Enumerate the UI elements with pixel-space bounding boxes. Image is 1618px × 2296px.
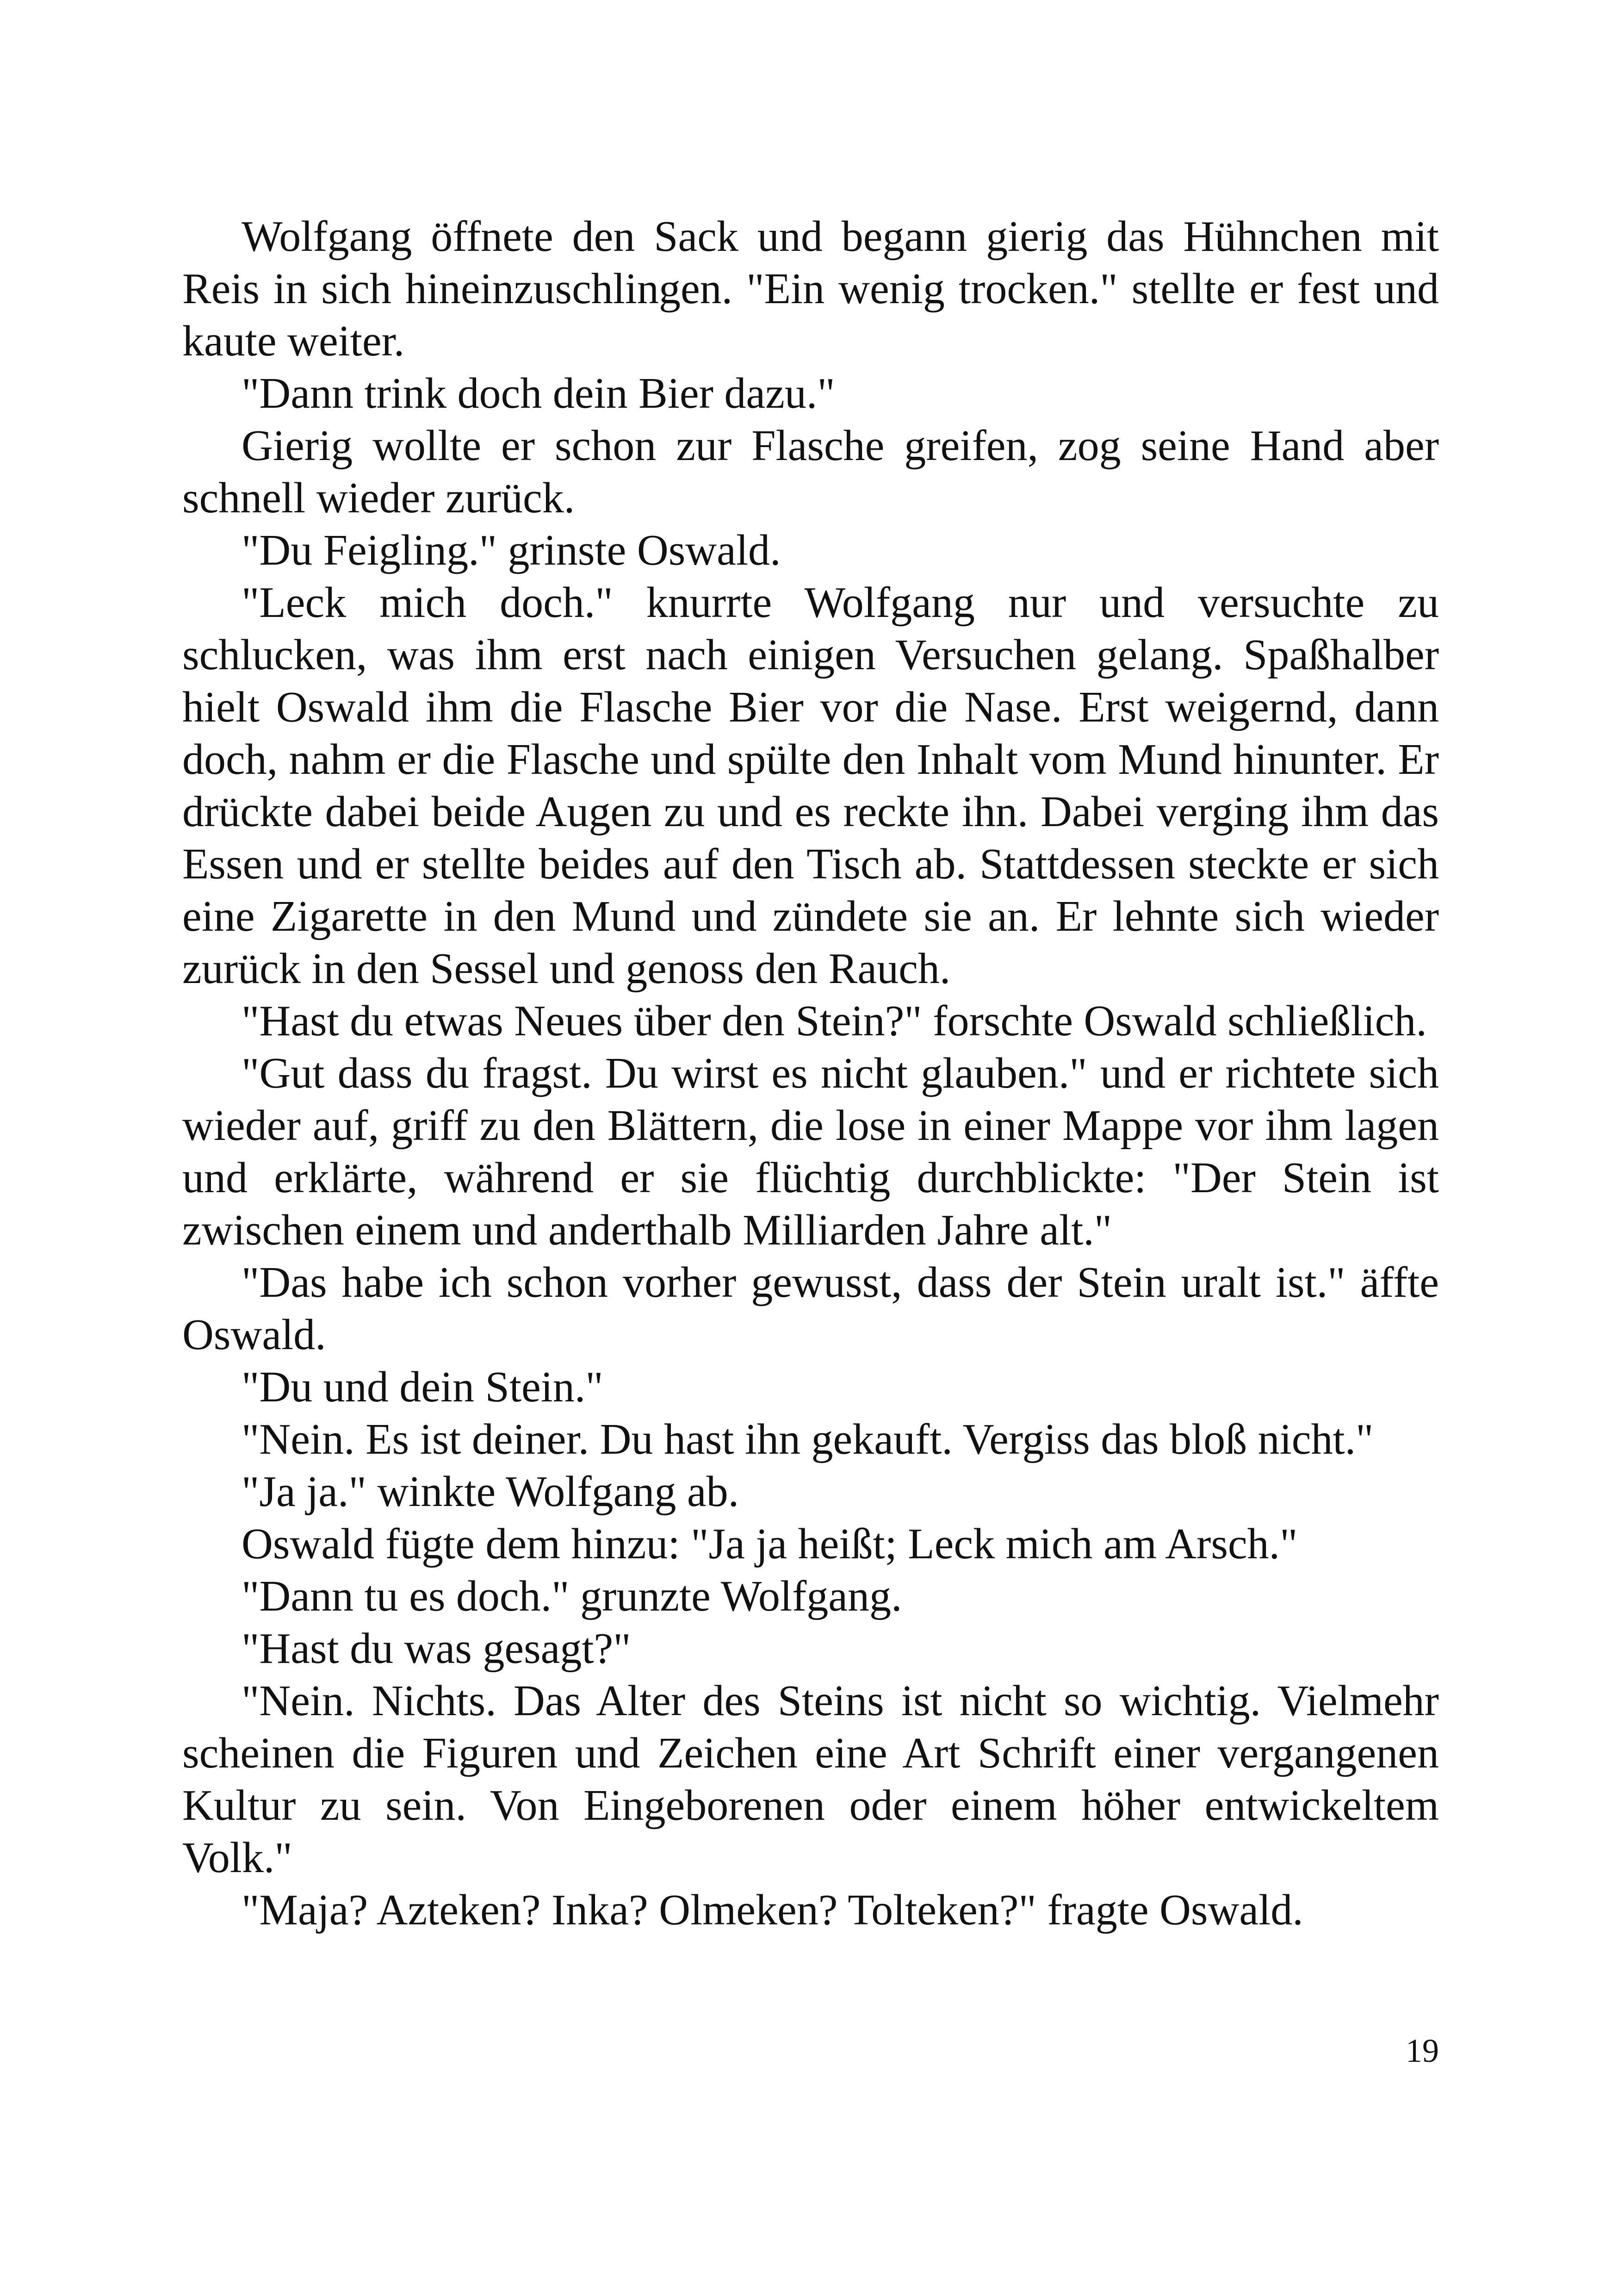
paragraph: "Hast du was gesagt?"	[242, 1624, 631, 1673]
paragraph: "Leck mich doch." knurrte Wolfgang nur und versuchte zu schlucken, was ihm erst nach einigen Versuchen gelang. Spaßhalber hielt Oswald ihm die Flasche Bier vor die Nase. Erst weigernd, dann doch, nahm er die Flasche und spülte den Inhalt vom Mund hinunter. Er drückte dabei beide Augen zu und es reckte ihn. Dabei verging ihm das Essen und er stellte beides auf den Tisch ab. Stattdessen steckte er sich eine Zigarette in den Mund und zündete sie an. Er lehnte sich wieder zurück in den Sessel und genoss den Rauch.	[182, 579, 1439, 993]
paragraph: "Nein. Nichts. Das Alter des Steins ist nicht so wichtig. Vielmehr scheinen die Figuren und Zeichen eine Art Schrift einer vergangenen Kultur zu sein. Von Eingeborenen oder einem höher entwickeltem Volk."	[182, 1677, 1439, 1882]
page-body	[182, 211, 1439, 1936]
paragraph: "Dann tu es doch." grunzte Wolfgang.	[242, 1572, 902, 1620]
paragraph: Oswald fügte dem hinzu: "Ja ja heißt; Leck mich am Arsch."	[242, 1520, 1298, 1568]
paragraph: "Du und dein Stein."	[242, 1363, 603, 1411]
paragraph: "Gut dass du fragst. Du wirst es nicht glauben." und er richtete sich wieder auf, griff zu den Blättern, die lose in einer Mappe vor ihm lagen und erklärte, während er sie flüchtig durchblickte: "Der Stein ist zwischen einem und anderthalb Milliarden Jahre alt."	[182, 1049, 1439, 1254]
paragraph: "Nein. Es ist deiner. Du hast ihn gekauft. Vergiss das bloß nicht."	[242, 1415, 1374, 1463]
paragraph: "Das habe ich schon vorher gewusst, dass der Stein uralt ist." äffte Oswald.	[182, 1258, 1439, 1359]
paragraph: "Du Feigling." grinste Oswald.	[242, 526, 781, 574]
paragraph: Wolfgang öffnete den Sack und begann gierig das Hühnchen mit Reis in sich hineinzuschlingen. "Ein wenig trocken." stellte er fest und kaute weiter.	[182, 212, 1439, 365]
paragraph: "Ja ja." winkte Wolfgang ab.	[242, 1468, 739, 1516]
paragraph: "Dann trink doch dein Bier dazu."	[242, 369, 835, 417]
paragraph: "Hast du etwas Neues über den Stein?" forschte Oswald schließlich.	[242, 997, 1427, 1045]
page-number: 19	[1406, 2032, 1439, 2069]
paragraph: "Maja? Azteken? Inka? Olmeken? Tolteken?" fragte Oswald.	[242, 1886, 1303, 1934]
paragraph: Gierig wollte er schon zur Flasche greifen, zog seine Hand aber schnell wieder zurück.	[182, 422, 1439, 522]
